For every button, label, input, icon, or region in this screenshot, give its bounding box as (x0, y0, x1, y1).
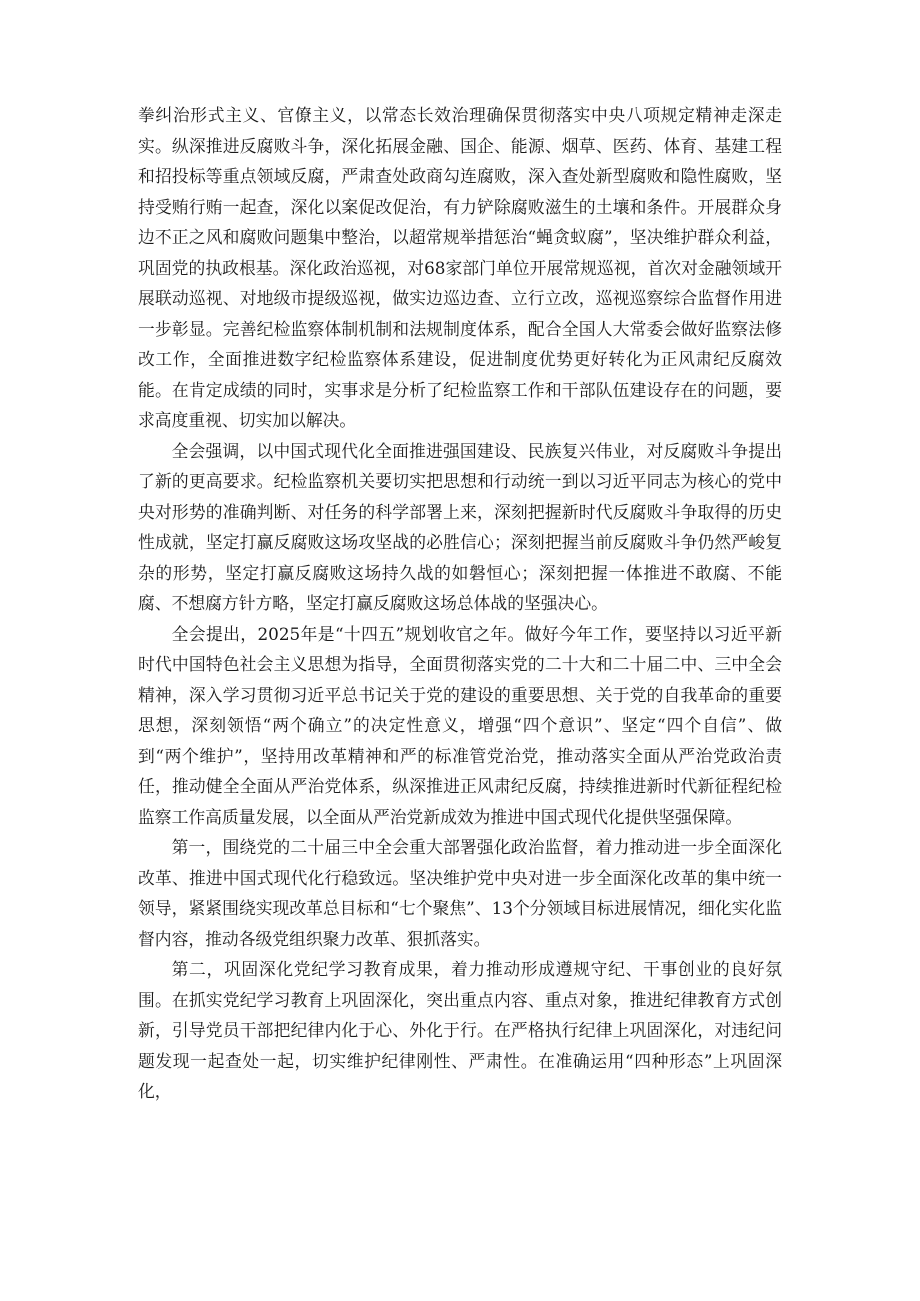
paragraph-1: 拳纠治形式主义、官僚主义，以常态长效治理确保贯彻落实中央八项规定精神走深走实。纵深推进反腐败斗争，深化拓展金融、国企、能源、烟草、医药、体育、基建工程和招投标等重点领域反腐，严肃查处政商勾连腐败，深入查处新型腐败和隐性腐败，坚持受贿行贿一起查，深化以案促改促治，有力铲除腐败滋生的土壤和条件。开展群众身边不正之风和腐败问题集中整治，以超常规举措惩治“蝇贪蚁腐”，坚决维护群众利益，巩固党的执政根基。深化政治巡视，对68家部门单位开展常规巡视，首次对金融领域开展联动巡视、对地级市提级巡视，做实边巡边查、立行立改，巡视巡察综合监督作用进一步彰显。完善纪检监察体制机制和法规制度体系，配合全国人大常委会做好监察法修改工作，全面推进数字纪检监察体系建设，促进制度优势更好转化为正风肃纪反腐效能。在肯定成绩的同时，实事求是分析了纪检监察工作和干部队伍建设存在的问题，要求高度重视、切实加以解决。 (138, 105, 782, 430)
paragraph-3: 全会提出，2025年是“十四五”规划收官之年。做好今年工作，要坚持以习近平新时代中国特色社会主义思想为指导，全面贯彻落实党的二十大和二十届二中、三中全会精神，深入学习贯彻习近平总书记关于党的建设的重要思想、关于党的自我革命的重要思想，深刻领悟“两个确立”的决定性意义，增强“四个意识”、坚定“四个自信”、做到“两个维护”，坚持用改革精神和严的标准管党治党，推动落实全面从严治党政治责任，推动健全全面从严治党体系，纵深推进正风肃纪反腐，持续推进新时代新征程纪检监察工作高质量发展，以全面从严治党新成效为推进中国式现代化提供坚强保障。 (138, 623, 782, 827)
paragraph-2: 全会强调，以中国式现代化全面推进强国建设、民族复兴伟业，对反腐败斗争提出了新的更高要求。纪检监察机关要切实把思想和行动统一到以习近平同志为核心的党中央对形势的准确判断、对任务的科学部署上来，深刻把握新时代反腐败斗争取得的历史性成就，坚定打赢反腐败这场攻坚战的必胜信心；深刻把握当前反腐败斗争仍然严峻复杂的形势，坚定打赢反腐败这场持久战的如磐恒心；深刻把握一体推进不敢腐、不能腐、不想腐方针方略，坚定打赢反腐败这场总体战的坚强决心。 (138, 440, 782, 613)
paragraph-5: 第二，巩固深化党纪学习教育成果，着力推动形成遵规守纪、干事创业的良好氛围。在抓实党纪学习教育上巩固深化，突出重点内容、重点对象，推进纪律教育方式创新，引导党员干部把纪律内化于心、外化于行。在严格执行纪律上巩固深化，对违纪问题发现一起查处一起，切实维护纪律刚性、严肃性。在准确运用“四种形态”上巩固深化， (138, 959, 782, 1101)
paragraph-4: 第一，围绕党的二十届三中全会重大部署强化政治监督，着力推动进一步全面深化改革、推进中国式现代化行稳致远。坚决维护党中央对进一步全面深化改革的集中统一领导，紧紧围绕实现改革总目标和“七个聚焦”、13个分领域目标进展情况，细化实化监督内容，推动各级党组织聚力改革、狠抓落实。 (138, 837, 782, 949)
document-body (138, 100, 782, 1107)
